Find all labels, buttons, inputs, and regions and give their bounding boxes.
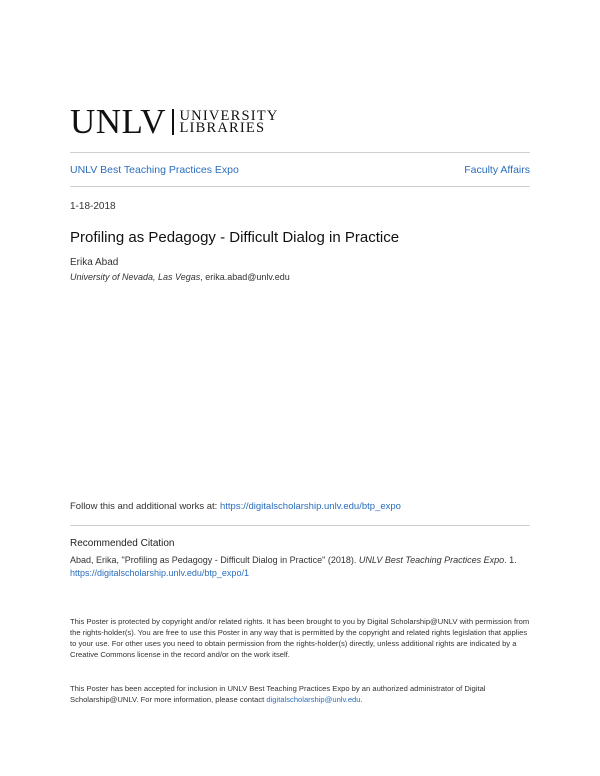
author-email: erika.abad@unlv.edu (205, 272, 290, 282)
header-top-rule (70, 152, 530, 153)
publication-date: 1-18-2018 (70, 201, 116, 212)
follow-line (70, 501, 401, 512)
citation-rule (70, 525, 530, 526)
author-affiliation: University of Nevada, Las Vegas, erika.abad@unlv.edu (70, 272, 290, 282)
follow-text: Follow this and additional works at: (70, 501, 220, 512)
citation-series: UNLV Best Teaching Practices Expo (358, 555, 505, 565)
author-name: Erika Abad (70, 257, 119, 268)
logo-libraries-text (180, 110, 279, 134)
follow-url-link[interactable]: https://digitalscholarship.unlv.edu/btp_expo (219, 501, 401, 512)
acceptance-text: This Poster has been accepted for inclusion in UNLV Best Teaching Practices Expo by an authorized administrator of Digital Scholarship@UNLV. For more information, please contact (70, 684, 486, 704)
contact-email-link[interactable]: digitalscholarship@unlv.edu (266, 694, 361, 704)
copyright-notice: This Poster is protected by copyright and/or related rights. It has been brought to you by Digital Scholarship@UNLV with permission from the rights-holder(s). You are free to use this Poster in any way that is permitted by the copyright and related rights legislation that applies to your use. For other uses you need to obtain permission from the rights-holder(s) directly, unless additional rights are indicated by a Creative Commons license in the record and/or on the work itself. (70, 617, 530, 659)
citation-text: Abad, Erika, "Profiling as Pedagogy - Difficult Dialog in Practice" (2018). (70, 555, 359, 565)
header-bottom-rule (70, 186, 530, 187)
logo-unlv-mark: UNLV (70, 102, 166, 141)
logo-divider (172, 109, 174, 135)
series-link[interactable]: UNLV Best Teaching Practices Expo (70, 164, 239, 176)
affiliation-name: University of Nevada, Las Vegas (70, 272, 201, 282)
logo-line-university: UNIVERSITY (179, 108, 279, 124)
citation-url-link[interactable]: https://digitalscholarship.unlv.edu/btp_expo/1 (70, 568, 249, 578)
citation-heading: Recommended Citation (70, 538, 175, 549)
acceptance-end: . (360, 694, 363, 704)
unlv-libraries-logo (70, 102, 279, 141)
citation-number: . 1. (504, 555, 517, 565)
logo-line-libraries: LIBRARIES (179, 120, 266, 136)
department-link[interactable]: Faculty Affairs (464, 164, 530, 176)
acceptance-notice (70, 684, 532, 706)
citation-block (70, 554, 530, 580)
document-title: Profiling as Pedagogy - Difficult Dialog in Practice (70, 229, 400, 246)
